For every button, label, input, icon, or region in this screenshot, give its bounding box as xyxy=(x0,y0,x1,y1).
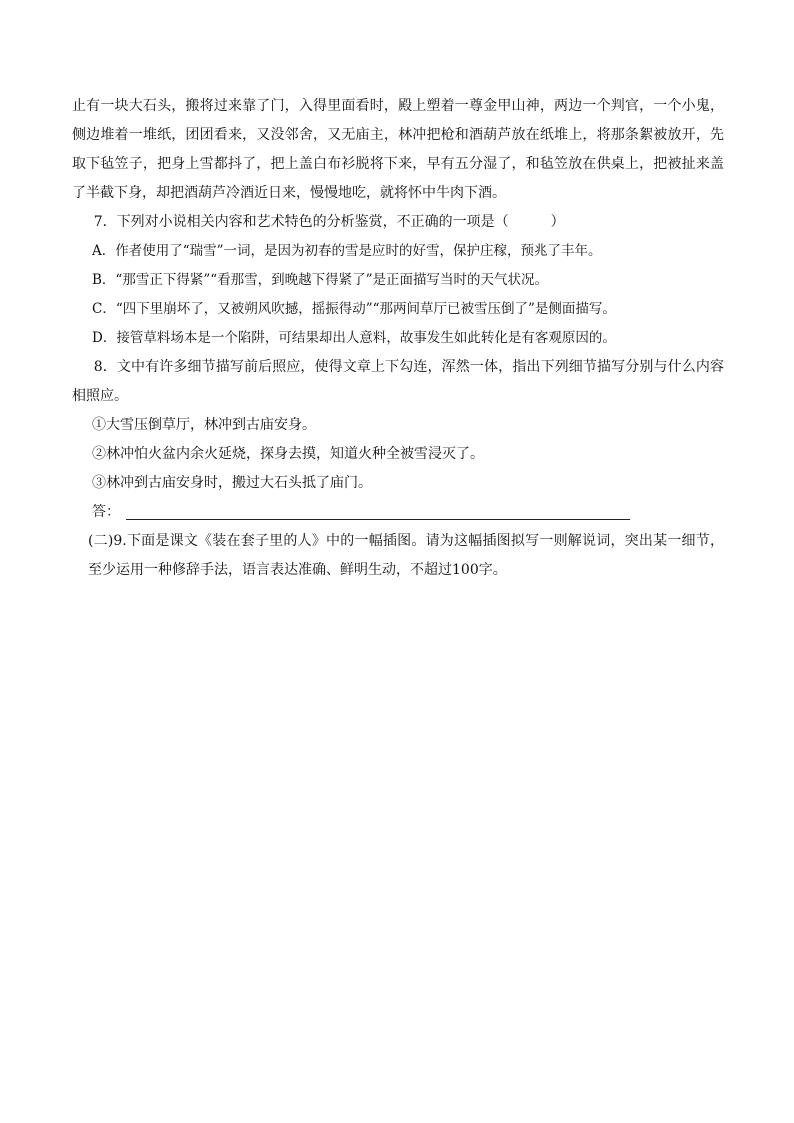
question-7-option-a: A．作者使用了“瑞雪”一词，是因为初春的雪是应时的好雪，保护庄稼，预兆了丰年。 xyxy=(92,243,602,259)
question-8-item-3: ③林冲到古庙安身时，搬过大石头抵了庙门。 xyxy=(92,475,372,491)
question-7-stem: 7．下列对小说相关内容和艺术特色的分析鉴赏，不正确的一项是（ ） xyxy=(93,214,565,230)
question-8-answer-blank[interactable] xyxy=(126,518,630,520)
question-8-item-2: ②林冲怕火盆内余火延烧，探身去摸，知道火种全被雪浸灭了。 xyxy=(92,446,484,462)
question-8 xyxy=(72,353,724,527)
question-8-answer-row xyxy=(72,498,724,527)
question-8-answer-label: 答： xyxy=(92,504,120,520)
question-7-option-d: D．接管草料场本是一个陷阱，可结果却出人意料，故事发生如此转化是有客观原因的。 xyxy=(92,330,616,346)
question-8-stem: 8．文中有许多细节描写前后照应，使得文章上下勾连，浑然一体，指出下列细节描写分别与什么内容相照应。 xyxy=(72,359,724,404)
question-7 xyxy=(72,208,724,353)
question-8-item-1: ①大雪压倒草厅，林冲到古庙安身。 xyxy=(92,417,316,433)
question-7-option-c: C．“四下里崩坏了，又被朔风吹撼，摇振得动”“那两间草厅已被雪压倒了”是侧面描写。 xyxy=(92,301,616,317)
document-content xyxy=(72,92,724,585)
question-7-option-b: B．“那雪正下得紧”“看那雪，到晚越下得紧了”是正面描写当时的天气状况。 xyxy=(92,272,549,288)
passage-text: 止有一块大石头，搬将过来靠了门，入得里面看时，殿上塑着一尊金甲山神，两边一个判官，一个小鬼，侧边堆着一堆纸，团团看来，又没邻舍，又无庙主，林冲把枪和酒葫芦放在纸堆上，将那条絮被放开，先取下毡笠子，把身上雪都抖了，把上盖白布衫脱将下来，早有五分湿了，和毡笠放在供桌上，把被扯来盖了半截下身，却把酒葫芦冷酒近日来，慢慢地吃，就将怀中牛肉下酒。 xyxy=(72,98,724,201)
question-9 xyxy=(72,527,724,585)
question-9-text: (二)9.下面是课文《装在套子里的人》中的一幅插图。请为这幅插图拟写一则解说词，突出某一细节，至少运用一种修辞手法，语言表达准确、鲜明生动，不超过100字。 xyxy=(88,533,724,578)
